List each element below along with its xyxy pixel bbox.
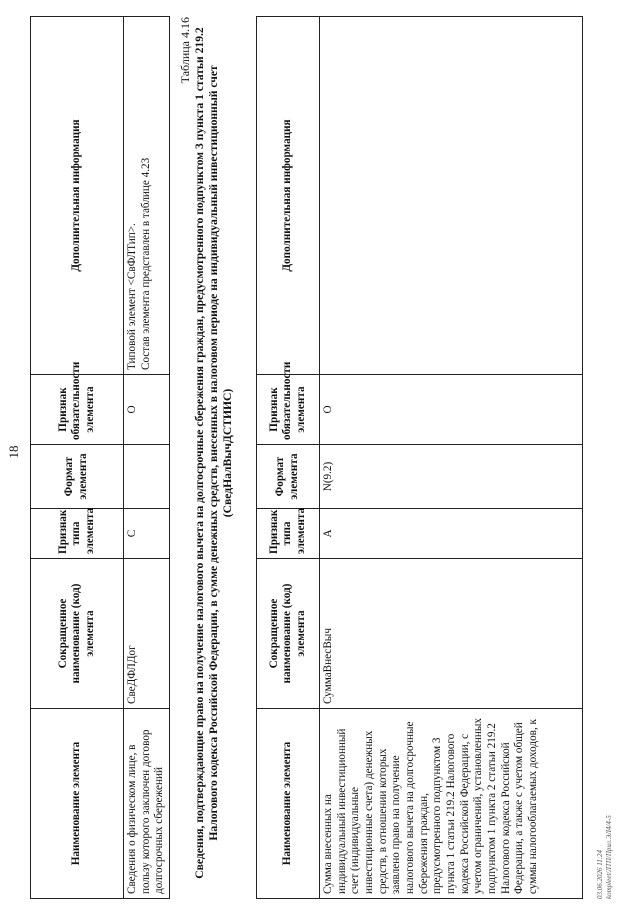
cell-element-type: С <box>124 509 170 559</box>
header-element-type: Признак типа элемента <box>257 509 320 559</box>
header-element-name: Наименование элемента <box>257 709 320 899</box>
elements-table-top <box>30 16 170 899</box>
table-caption: Таблица 4.16 <box>178 17 192 84</box>
header-element-type: Признак типа элемента <box>31 509 124 559</box>
elements-table-bottom <box>256 16 583 899</box>
header-element-code: Сокращенное наименование (код) элемента <box>257 559 320 709</box>
cell-additional-info <box>320 17 583 375</box>
table-header-row <box>31 17 124 899</box>
cell-element-mandatory: О <box>124 375 170 445</box>
header-element-code: Сокращенное наименование (код) элемента <box>31 559 124 709</box>
cell-element-code: СвеДФЛДог <box>124 559 170 709</box>
header-additional-info: Дополнительная информация <box>31 17 124 375</box>
cell-element-mandatory: О <box>320 375 583 445</box>
header-element-mandatory: Признак обязательности элемента <box>257 375 320 445</box>
table-header-row <box>257 17 320 899</box>
header-element-format: Формат элемента <box>257 445 320 509</box>
cell-element-type: А <box>320 509 583 559</box>
cell-element-name: Сведения о физическом лице, в пользу которого заключен договор долгосрочных сбережений <box>124 709 170 899</box>
table-row <box>124 17 170 899</box>
cell-element-code: СуммаВнесВыч <box>320 559 583 709</box>
header-element-name: Наименование элемента <box>31 709 124 899</box>
header-element-format: Формат элемента <box>31 445 124 509</box>
page-number: 18 <box>6 445 21 459</box>
table-title: Сведения, подтверждающие право на получение налогового вычета на долгосрочные сбережения граждан, предусмотренного подпунктом 3 пункта 1 статьи 219.2 Налогового кодекса Российской Федерации, в сумме денежных средств, внесенных в налоговом периоде на индивидуальный инвестиционный счет (СведНалВычДСТИИС) <box>193 27 234 879</box>
footer-stamp-date: 03.06.2026 11:24 <box>596 849 604 899</box>
table-row <box>320 17 583 899</box>
cell-element-name: Сумма внесенных на индивидуальный инвестиционный счет (индивидуальные инвестиционные счета) денежных средств, в отношении которых заявлено право на получение налогового вычета на долгосрочные сбережения граждан, предусмотренного подпунктом 3 пункта 1 статьи 219.2 Налогового кодекса Российской Федерации, с учетом ограничений, установленных подпунктом 1 пункта 2 статьи 219.2 Налогового кодекса Российской Федерации, а также с учетом общей суммы налогооблагаемых доходов, к <box>320 709 583 899</box>
cell-element-format: N(9.2) <box>320 445 583 509</box>
info-line: Типовой элемент <СвФЛТип>. <box>126 223 138 370</box>
footer-stamp-path: kompleet/ЛТП/Прил.ЭЛ4/4-5 <box>605 815 614 899</box>
header-element-mandatory: Признак обязательности элемента <box>31 375 124 445</box>
footer-stamp <box>596 749 614 899</box>
info-line: Состав элемента представлен в таблице 4.23 <box>139 157 152 370</box>
header-additional-info: Дополнительная информация <box>257 17 320 375</box>
cell-additional-info <box>124 17 170 375</box>
cell-element-format <box>124 445 170 509</box>
